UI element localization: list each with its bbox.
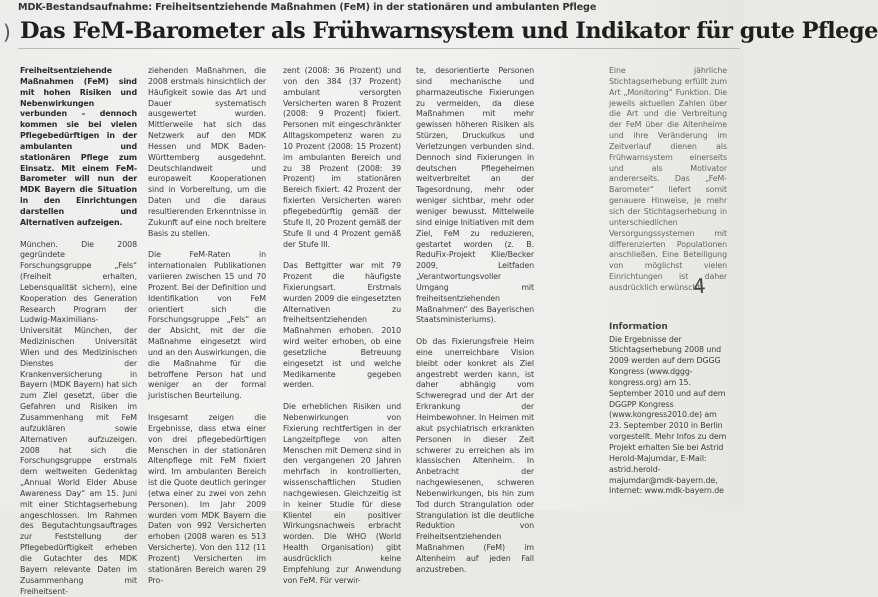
column-1-text: München. Die 2008 gegründete Forschungsgruppe „Fels“ (Freiheit erhalten, Lebensqualität sichern), eine Kooperation des Generation Research Program der Ludwig-Maximilians-Universität München, der Medizinischen Universität Wien und des Medizinischen Dienstes der Krankenversicherung in Bayern (MDK Bayern) hat sich zum Ziel gesetzt, über die Gefahren und Risiken im Zusammenhang mit FeM aufzuklären sowie Alternativen aufzuzeigen. 2008 hat sich die Forschungsgruppe erstmals dem weltweiten Gedenktag „Annual World Elder Abuse Awareness Day“ am 15. Juni mit einer Stichtagserhebung angeschlossen. Im Rahmen des Begutachtungsauftrages zur Feststellung der Pflegebedürftigkeit erheben die Gutachter des MDK Bayern relevante Daten im Zusammenhang mit Freiheitsent- bbox=[20, 240, 137, 597]
column-3-text-b: Das Bettgitter war mit 79 Prozent die häufigste Fixierungsart. Erstmals wurden 2009 die eingesetzten Alternativen zu freiheitsentziehenden Maßnahmen erhoben. 2010 wird weiter erhoben, ob eine gesetzliche Betreuung eingesetzt ist und welche Medikamente gegeben werden. bbox=[283, 261, 401, 391]
column-3 bbox=[283, 66, 401, 506]
column-5-text: Eine jährliche Stichtagserhebung erfüllt zum Art „Monitoring“ Funktion. Die jeweils aktuellen Zahlen über die Art und die Verbreitung der FeM über die Altenheime und ihre Veränderung im Zeitverlauf dienen als Frühwarnsystem einerseits und als Motivator andererseits. Das „FeM-Barometer“ liefert somit genauere Hinweise, je mehr sich der Stichtagserhebung in unterschiedlichen Versorgungssystemen mit differenzierten Populationen anschließen. Eine Beteiligung von möglichst vielen Einrichtungen ist daher ausdrücklich erwünscht. bbox=[609, 66, 727, 294]
column-2-text-a: ziehenden Maßnahmen, die 2008 erstmals hinsichtlich der Häufigkeit sowie das Art und Dauer systematisch ausgewertet wurden. Mittlerweile hat sich das Netzwerk auf den MDK Hessen und MDK Baden-Württemberg ausgedehnt. Deutschlandweit und europaweit Kooperationen sind in Vorbereitung, um die Daten und die daraus resultierenden Erkenntnisse in Zukunft auf eine noch breitere Basis zu stellen. bbox=[148, 66, 266, 240]
headline-rule bbox=[18, 48, 740, 49]
column-3-text-a: zent (2008: 36 Prozent) und von den 384 (37 Prozent) ambulant versorgten Versicherten waren 8 Prozent (2008: 9 Prozent) fixiert. Personen mit eingeschränkter Alltagskompetenz waren zu 10 Prozent (2008: 15 Prozent) im ambulanten Bereich und zu 38 Prozent (2008: 39 Prozent) im stationären Bereich fixiert. 42 Prozent der fixierten Versicherten waren pflegebedürftig gemäß der Stufe II, 20 Prozent gemäß der Stufe II und 4 Prozent gemäß der Stufe III. bbox=[283, 66, 401, 250]
column-3-text-c: Die erheblichen Risiken und Nebenwirkungen von Fixierung rechtfertigen in der Langzeitpflege von alten Menschen mit Demenz sind in den vergangenen 20 Jahren mehrfach in kontrollierten, wissenschaftlichen Studien nachgewiesen. Gleichzeitig ist in keiner Studie für diese Klientel ein positiver Wirkungsnachweis erbracht worden. Die WHO (World Health Organisation) gibt ausdrücklich keine Empfehlung zur Anwendung von FeM. Für verwir- bbox=[283, 402, 401, 586]
information-heading: Information bbox=[609, 322, 727, 333]
column-4 bbox=[416, 66, 534, 506]
column-2 bbox=[148, 66, 266, 506]
article-lead: Freiheitsentziehende Maßnahmen (FeM) sind mit hohen Risiken und Nebenwirkungen verbunden – dennoch kommen sie bei vielen Pflegebedürftigen in der ambulanten und stationären Pflege zum Einsatz. Mit einem FeM-Barometer will nun der MDK Bayern die Situation in den Einrichtungen darstellen und Alternativen aufzeigen. bbox=[20, 66, 137, 229]
column-5 bbox=[609, 66, 727, 506]
column-4-text-a: te, desorientierte Personen sind mechanische und pharmazeutische Fixierungen zu vermeiden, da diese Maßnahmen mit mehr gewissen höheren Risiken als Stürzen, Druckulkus und Verletzungen verbunden sind. Dennoch sind Fixierungen in deutschen Pflegeheimen weitverbreitet an der Tagesordnung, mehr oder weniger sichtbar, mehr oder weniger bewusst. Mittelweile sind einige Initiativen mit dem Ziel, FeM zu reduzieren, gestartet worden (z. B. ReduFix-Projekt Klie/Becker 2009, Leitfaden „Verantwortungsvoller Umgang mit freiheitsentziehenden Maßnahmen“ des Bayerischen Staatsministeriums). bbox=[416, 66, 534, 326]
column-2-text-c: Insgesamt zeigen die Ergebnisse, dass etwa einer von drei pflegebedürftigen Menschen in der stationären Altenpflege mit FeM fixiert wird. Im ambulanten Bereich ist die Quote deutlich geringer (etwa einer zu zwei von zehn Personen). Im Jahr 2009 wurden vom MDK Bayern die Daten von 992 Versicherten erhoben (2008 waren es 513 Versicherte). Von den 112 (11 Prozent) Versicherten im stationären Bereich waren 29 Pro- bbox=[148, 413, 266, 587]
article-headline: Das FeM-Barometer als Frühwarnsystem und Indikator für gute Pflege bbox=[20, 17, 738, 45]
article-kicker: MDK-Bestandsaufnahme: Freiheitsentziehende Maßnahmen (FeM) in der stationären und ambulanten Pflege bbox=[18, 2, 738, 13]
column-4-text-b: Ob das Fixierungsfreie Heim eine unerreichbare Vision bleibt oder konkret als Ziel angestrebt werden kann, ist daher abhängig vom Schweregrad und der Art der Erkrankung der Heimbewohner. In Heimen mit akut psychiatrisch erkrankten Personen in dieser Zeit schwerer zu erreichen als im klassischen Altenheim. In Anbetracht der nachgewiesenen, schweren Nebenwirkungen, bis hin zum Tod durch Strangulation oder Strangulation ist die deutliche Reduktion von Freiheitsentziehenden Maßnahmen (FeM) im Altenheim auf jeden Fall anzustreben. bbox=[416, 337, 534, 576]
information-text: Die Ergebnisse der Stichtagserhebung 2008 und 2009 werden auf dem DGGG Kongress (www.dggg-kongress.org) am 15. September 2010 und auf dem DGGPP Kongress (www.kongress2010.de) am 23. September 2010 in Berlin vorgestellt. Mehr Infos zu dem Projekt erhalten Sie bei Astrid Herold-Majumdar, E-Mail: astrid.herold-majumdar@mdk-bayern.de, Internet: www.mdk-bayern.de bbox=[609, 335, 727, 498]
column-2-text-b: Die FeM-Raten in internationalen Publikationen variieren zwischen 15 und 70 Prozent. Bei der Definition und Identifikation von FeM orientiert sich die Forschungsgruppe „Fels“ an der Absicht, mit der die Maßnahme eingesetzt wird und an den Auswirkungen, die die Maßnahme für die betroffene Person hat und weniger an der formal juristischen Beurteilung. bbox=[148, 250, 266, 402]
handwritten-mark: 4 bbox=[692, 274, 706, 299]
column-1 bbox=[20, 66, 137, 506]
scan-bracket-mark: ) bbox=[3, 20, 11, 44]
